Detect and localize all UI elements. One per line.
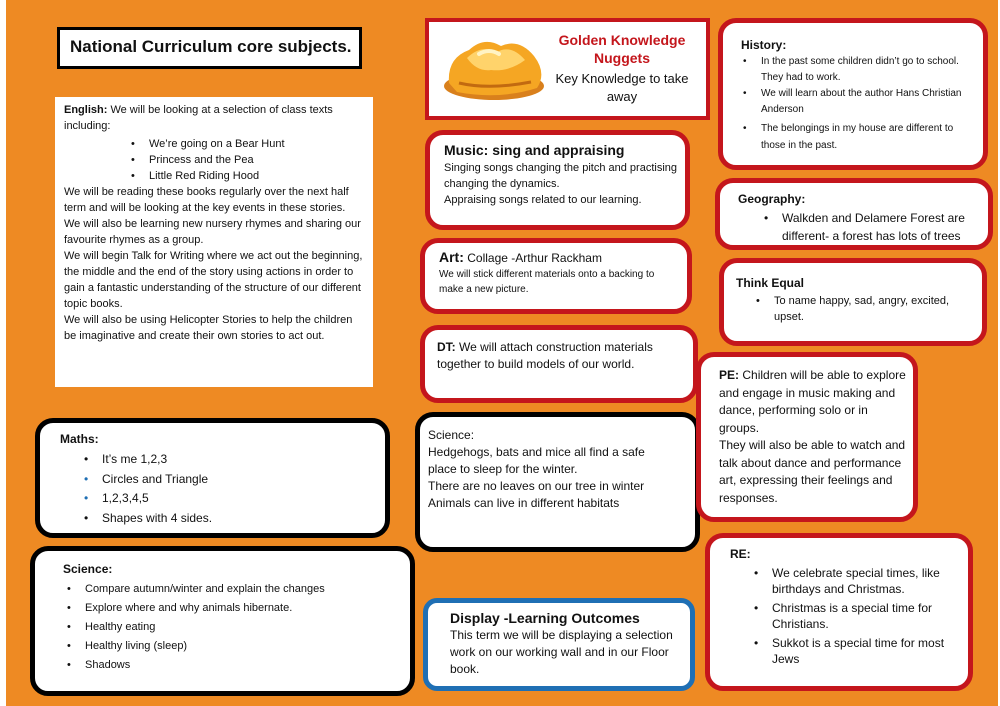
science-mid-paragraph: There are no leaves on our tree in winter: [428, 479, 645, 493]
art-heading: Art: Collage -Arthur Rackham: [439, 249, 602, 265]
science-left-list: [63, 580, 410, 675]
nuggets-subheading: Key Knowledge to take away: [555, 71, 689, 104]
think-equal-list: [736, 293, 976, 325]
science-panel-middle: [415, 412, 700, 552]
list-item: • The belongings in my house are different to those in the past.: [743, 123, 954, 151]
english-paragraph: We will also be using Helicopter Stories to help the children be imaginative and create their own stories to act out.: [64, 314, 353, 342]
list-item: • Compare autumn/winter and explain the changes: [67, 583, 325, 595]
art-text: We will stick different materials onto a backing to make a new picture.: [439, 269, 655, 295]
music-line: Singing songs changing the pitch and practising changing the dynamics.: [444, 162, 677, 190]
science-panel-left: [30, 546, 415, 696]
nuggets-panel: [425, 18, 710, 120]
list-item: • Little Red Riding Hood: [131, 170, 260, 182]
list-item: • Princess and the Pea: [131, 154, 254, 166]
science-mid-paragraph: Hedgehogs, bats and mice all find a safe place to sleep for the winter.: [428, 445, 645, 476]
music-panel: [425, 130, 690, 230]
re-heading: RE:: [730, 547, 751, 561]
english-panel: [55, 97, 373, 387]
geography-heading: Geography:: [738, 192, 806, 206]
list-item: • Shapes with 4 sides.: [84, 510, 213, 525]
list-item: • Healthy living (sleep): [67, 640, 188, 652]
english-paragraph: We will also be learning new nursery rhymes and sharing our favourite rhymes as a group.: [64, 218, 361, 246]
geography-panel: [715, 178, 993, 250]
list-item: • We celebrate special times, like birthdays and Christmas.: [754, 566, 940, 596]
list-item: • It’s me 1,2,3: [84, 452, 168, 466]
science-left-heading: Science:: [63, 562, 113, 576]
list-item: • Circles and Triangle: [84, 471, 209, 486]
pe-panel: [696, 352, 918, 522]
list-item: • Christmas is a special time for Christians.: [754, 601, 933, 631]
maths-heading: Maths:: [60, 432, 99, 446]
re-list: [730, 565, 960, 667]
history-panel: [718, 18, 988, 170]
list-item: • In the past some children didn’t go to school. They had to work.: [743, 56, 959, 83]
think-equal-heading: Think Equal: [736, 276, 805, 290]
history-heading: History:: [741, 38, 787, 52]
english-paragraph: We will begin Talk for Writing where we act out the beginning, the middle and the end of the story using actions in order to gain a fantastic understanding of the structure of our different topic books.: [64, 250, 363, 310]
nuggets-heading: Golden Knowledge Nuggets: [558, 32, 686, 66]
art-panel: [420, 238, 692, 314]
list-item: • Walkden and Delamere Forest are different- a forest has lots of trees: [764, 211, 965, 243]
list-item: • Shadows: [67, 659, 131, 671]
list-item: • Healthy eating: [67, 621, 156, 633]
history-list: [741, 54, 975, 154]
title-box: [57, 27, 362, 69]
music-line: Appraising songs related to our learning.: [444, 194, 642, 206]
display-heading: Display -Learning Outcomes: [450, 610, 640, 626]
english-paragraph: We will be reading these books regularly over the next half term and will be looking at the key events in these stories.: [64, 186, 349, 214]
maths-list: [60, 450, 385, 528]
list-item: • We will learn about the author Hans Christian Anderson: [743, 88, 962, 115]
list-item: • We’re going on a Bear Hunt: [131, 138, 285, 150]
dt-panel: [420, 325, 698, 403]
page-title: National Curriculum core subjects.: [70, 37, 352, 56]
pe-text: PE: Children will be able to explore and engage in music making and dance, performing solo or in groups.: [719, 368, 906, 435]
list-item: • Explore where and why animals hibernate.: [67, 602, 293, 614]
dt-text: DT: We will attach construction materials together to build models of our world.: [437, 340, 653, 371]
music-heading: Music: sing and appraising: [444, 142, 625, 158]
list-item: • To name happy, sad, angry, excited, upset.: [756, 295, 950, 323]
science-mid-paragraph: Animals can live in different habitats: [428, 496, 620, 510]
think-equal-panel: [719, 258, 987, 346]
list-item: • 1,2,3,4,5: [84, 491, 149, 505]
geography-list: [738, 209, 982, 245]
display-panel: [423, 598, 695, 691]
display-text: This term we will be displaying a selection work on our working wall and in our Floor book.: [450, 628, 673, 676]
maths-panel: [35, 418, 390, 538]
gold-nuggets-icon: [439, 28, 549, 108]
science-mid-heading: Science:: [428, 428, 475, 442]
english-intro: English: We will be looking at a selection of class texts including:: [64, 104, 333, 132]
english-book-list: [64, 136, 365, 184]
pe-text-2: They will also be able to watch and talk about dance and performance art, expressing their feelings and responses.: [719, 438, 906, 505]
re-panel: [705, 533, 973, 691]
list-item: • Sukkot is a special time for most Jews: [754, 636, 945, 666]
